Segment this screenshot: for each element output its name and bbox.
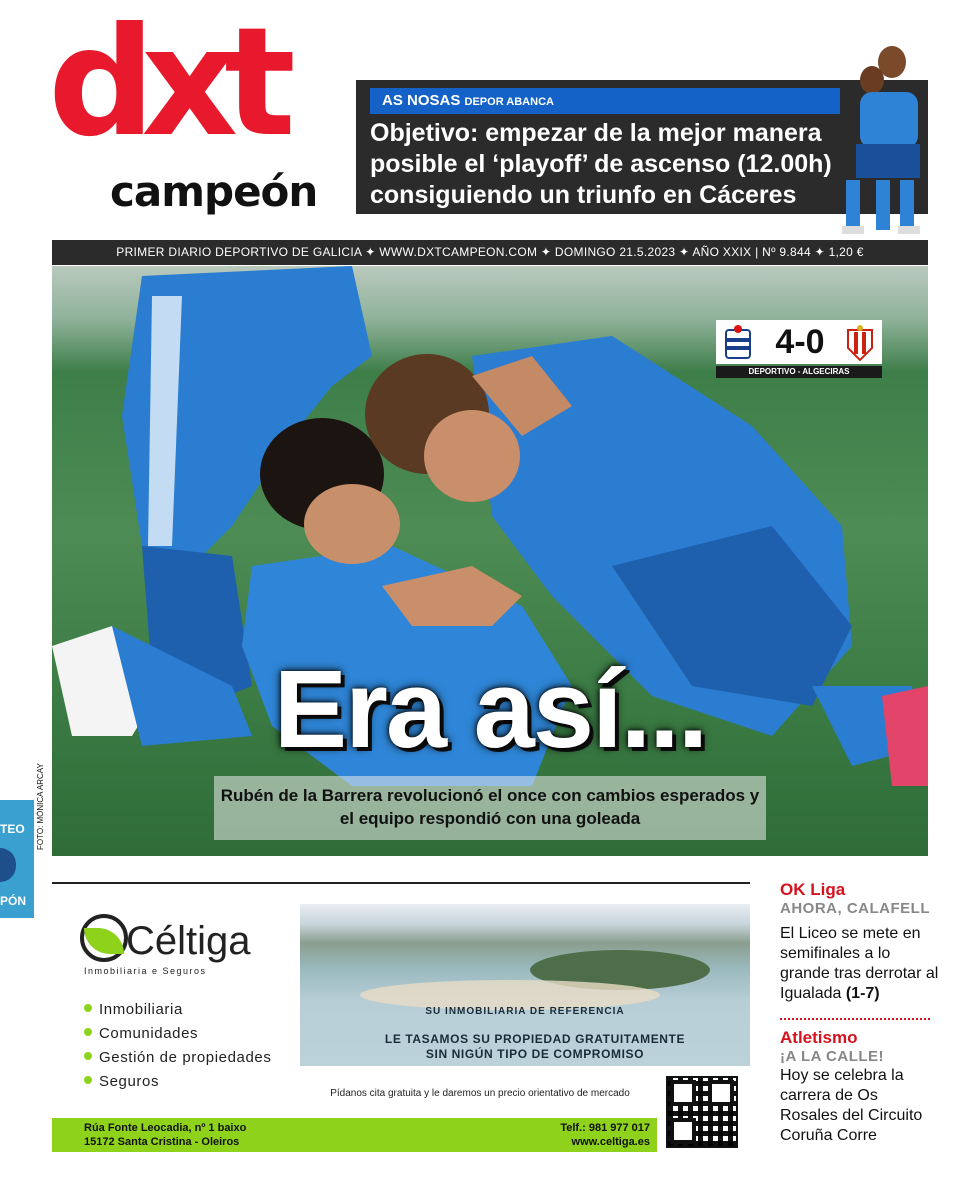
ad-slogan: SU INMOBILIARIA DE REFERENCIA	[425, 1006, 625, 1017]
bullet-icon	[84, 1028, 92, 1036]
qr-code-icon[interactable]	[666, 1076, 738, 1148]
ad-address-line2: 15172 Santa Cristina - Oleiros	[84, 1136, 240, 1148]
ad-service-label: Seguros	[99, 1073, 160, 1090]
ad-service-item	[84, 1070, 271, 1094]
ad-phone: Telf.: 981 977 017	[560, 1122, 650, 1134]
ad-services-list	[84, 998, 271, 1094]
sidebar-body-text: El Liceo se mete en semifinales a lo grande tras derrotar al Igualada	[780, 925, 939, 1002]
sidebar-section: OK Liga	[780, 880, 846, 899]
cover-subhead[interactable]: Rubén de la Barrera revolucionó el once con cambios esperados y el equipo respondió con una goleada	[220, 786, 760, 828]
ad-contact	[540, 1121, 650, 1149]
score-badge[interactable]	[716, 320, 882, 378]
ad-offer-line1: LE TASAMOS SU PROPIEDAD GRATUITAMENTE	[384, 1032, 686, 1046]
qr-corner	[670, 1118, 696, 1144]
sidebar-story-atletismo[interactable]	[780, 1028, 940, 1146]
score-teams: DEPORTIVO - ALGECIRAS	[716, 366, 882, 378]
ad-service-item	[84, 1046, 271, 1070]
ad-offer	[300, 1032, 770, 1062]
ad-service-item	[84, 998, 271, 1022]
ad-address-line1: Rúa Fonte Leocadia, nº 1 baixo	[84, 1122, 247, 1134]
sidebar-body: Hoy se celebra la carrera de Os Rosales del Circuito Coruña Corre	[780, 1067, 923, 1144]
bullet-icon	[84, 1076, 92, 1084]
bullet-icon	[84, 1004, 92, 1012]
edge-promo-text-bottom: PÓN	[0, 894, 27, 908]
ad-address	[84, 1121, 246, 1149]
teaser-kicker	[382, 92, 554, 111]
ad-service-label: Comunidades	[99, 1025, 199, 1042]
sidebar-kicker: ¡A LA CALLE!	[780, 1048, 885, 1065]
ad-website[interactable]: www.celtiga.es	[571, 1136, 650, 1148]
teaser-kicker-sub: DEPOR ABANCA	[464, 96, 554, 108]
ad-service-label: Inmobiliaria	[99, 1001, 183, 1018]
ad-service-item	[84, 1022, 271, 1046]
teaser-headline[interactable]: Objetivo: empezar de la mejor manera posible el ‘playoff’ de ascenso (12.00h) consiguiendo un triunfo en Cáceres	[370, 119, 832, 209]
sidebar-story-okliga[interactable]	[780, 880, 940, 1004]
deportivo-crest-icon	[722, 324, 754, 362]
ad-service-label: Gestión de propiedades	[99, 1049, 272, 1066]
ad-cta: Pídanos cita gratuita y le daremos un precio orientativo de mercado	[330, 1088, 630, 1099]
sidebar-body	[780, 924, 940, 1004]
teaser-kicker-main: AS NOSAS	[382, 92, 461, 109]
tagline-bar: PRIMER DIARIO DEPORTIVO DE GALICIA ✦ WWW.DXTCAMPEON.COM ✦ DOMINGO 21.5.2023 ✦ AÑO XXIX | Nº 9.844 ✦ 1,20 €	[52, 240, 928, 265]
photo-credit: FOTO: MÓNICA ARCAY	[36, 763, 45, 850]
cover-headline[interactable]: Era así...	[273, 648, 707, 771]
qr-corner	[670, 1080, 696, 1106]
qr-corner	[708, 1080, 734, 1106]
logo-campeon: campeón	[110, 167, 318, 216]
bullet-icon	[84, 1052, 92, 1060]
sidebar-kicker: AHORA, CALAFELL	[780, 900, 930, 917]
ad-brand-tagline: Inmobiliaria e Seguros	[84, 966, 207, 976]
teaser-player-image	[836, 40, 928, 240]
edge-promo-text-top: TEO	[0, 822, 25, 836]
ad-brand: Céltiga	[126, 919, 251, 963]
sidebar-section: Atletismo	[780, 1028, 858, 1047]
score-value: 4-0	[775, 323, 825, 361]
sidebar-body-score: (1-7)	[845, 985, 880, 1002]
logo-dxt: dxt	[48, 0, 282, 170]
sidebar-divider	[780, 1018, 930, 1020]
algeciras-crest-icon	[844, 324, 876, 362]
ad-offer-line2: SIN NIGÚN TIPO DE COMPROMISO	[425, 1047, 645, 1061]
